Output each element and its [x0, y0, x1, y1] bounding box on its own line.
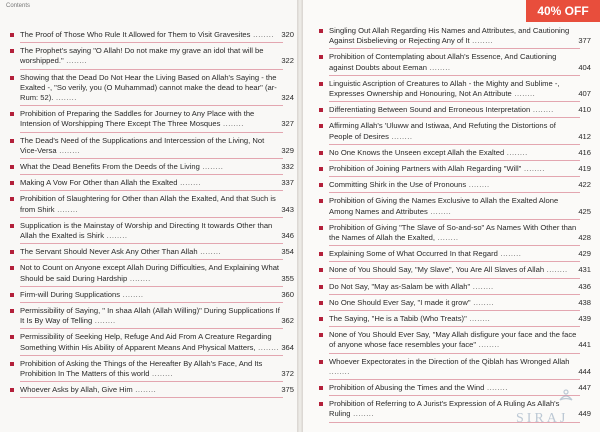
toc-entry [319, 297, 591, 308]
entry-divider [20, 174, 283, 175]
leader-dots: ........ [511, 89, 536, 99]
right-page [303, 0, 600, 432]
entry-page-number: 332 [281, 162, 294, 172]
entry-page-number: 343 [281, 204, 294, 214]
entry-title: Showing that the Dead Do Not Hear the Living Based on Allah's Saying - the Exalted -, "So verily, you (O Muhammad) cannot make the dead to hear" (ar-Rum: 52). [20, 72, 277, 103]
entry-title: The Prophet's saying "O Allah! Do not make my grave an idol that will be worshipped." [20, 46, 264, 66]
leader-dots: ........ [56, 145, 81, 155]
entry-divider [20, 69, 283, 70]
entry-page-number: 428 [578, 233, 591, 243]
bullet-square-icon [10, 165, 14, 169]
entry-title: Prohibition of Contemplating about Allah's Essence, And Cautioning against Doubts about Eeman [329, 52, 557, 72]
entry-page-number: 431 [578, 265, 591, 275]
left-page [0, 0, 297, 432]
toc-entry [10, 332, 294, 352]
toc-entry [319, 222, 591, 243]
entry-page-number: 355 [281, 273, 294, 283]
entry-divider [20, 302, 283, 303]
entry-page-number: 422 [578, 180, 591, 190]
siraj-watermark-logo [510, 386, 588, 426]
entry-title: Do Not Say, "May as-Salam be with Allah" [329, 281, 471, 291]
bullet-square-icon [10, 335, 14, 339]
toc-entry [10, 247, 294, 257]
entry-page-number: 354 [281, 247, 294, 257]
entry-title: The Dead's Need of the Supplications and Intercession of the Living, Not Vice-Versa [20, 135, 265, 155]
leader-dots: ........ [255, 342, 280, 352]
leader-dots: ........ [504, 147, 528, 157]
leader-dots: ........ [92, 316, 116, 326]
toc-entry [319, 121, 591, 141]
entry-title: Permissibility of Seeking Help, Refuge And Aid From A Creature Regarding Something Within His Ability of Apparent Means And Physical Matters, [20, 332, 272, 352]
leader-dots: ........ [470, 281, 494, 291]
entry-page-number: 412 [578, 131, 591, 141]
entry-page-number: 410 [578, 105, 591, 115]
leader-dots: ........ [530, 105, 554, 115]
entry-title: Supplication is the Mainstay of Worship and Directing It towards Other than Allah the Exalted is Shirk [20, 220, 273, 241]
entry-page-number: 449 [578, 409, 591, 419]
entry-divider [329, 379, 580, 380]
entry-page-number: 425 [578, 206, 591, 216]
bullet-square-icon [319, 226, 323, 230]
leader-dots: ........ [466, 314, 491, 324]
entry-title: Singling Out Allah Regarding His Names and Attributes, and Cautioning Against Disbelieving or Rejecting Any of It [329, 26, 570, 46]
bullet-square-icon [10, 250, 14, 254]
entry-title: None of You Should Ever Say, "May Allah disfigure your face and the face of anyone whose face resembles your face" [329, 330, 577, 350]
leader-dots: ........ [427, 206, 452, 216]
toc-entry [319, 356, 591, 377]
entry-title: Committing Shirk in the Use of Pronouns [329, 180, 467, 190]
svg-text:SIRAJ: SIRAJ [516, 411, 569, 426]
entry-title: No One Knows the Unseen except Allah the Exalted [329, 147, 505, 157]
bullet-square-icon [319, 285, 323, 289]
entry-divider [329, 160, 580, 161]
entry-divider [20, 328, 283, 329]
entry-divider [329, 326, 580, 327]
toc-entry [10, 135, 294, 156]
entry-title: The Servant Should Never Ask Any Other Than Allah [20, 247, 198, 257]
bullet-square-icon [319, 151, 323, 155]
toc-entry [319, 180, 591, 190]
bullet-square-icon [319, 108, 323, 112]
bullet-square-icon [319, 402, 323, 406]
toc-entry [319, 196, 591, 216]
entry-page-number: 404 [578, 62, 591, 72]
bullet-square-icon [319, 386, 323, 390]
toc-entry [319, 281, 591, 292]
toc-entry [319, 164, 591, 174]
entry-divider [20, 217, 283, 218]
entry-title: Prohibition of Preparing the Saddles for Journey to Any Place with the Intension of Worshipping There Except The Three Mosques [20, 109, 255, 129]
entry-title: Explaining Some of What Occurred In that Regard [329, 249, 498, 259]
left-contents-list [10, 30, 294, 401]
leader-dots: ........ [521, 164, 545, 174]
entry-divider [329, 310, 580, 311]
entry-page-number: 441 [578, 340, 591, 350]
entry-divider [329, 219, 580, 220]
bullet-square-icon [10, 139, 14, 143]
entry-divider [329, 48, 580, 49]
bullet-square-icon [10, 388, 14, 392]
entry-page-number: 364 [281, 342, 294, 352]
entry-page-number: 346 [281, 231, 294, 241]
bullet-square-icon [10, 266, 14, 270]
bullet-square-icon [319, 333, 323, 337]
bullet-square-icon [10, 362, 14, 366]
entry-title: Prohibition of Referring to A Jurist's Expression of A Ruling As Allah's Ruling [329, 399, 560, 419]
entry-page-number: 329 [281, 145, 294, 155]
entry-divider [329, 101, 580, 102]
toc-entry [10, 306, 294, 326]
right-contents-list [319, 26, 591, 426]
entry-divider [329, 144, 580, 145]
discount-badge: 40% OFF [526, 0, 600, 22]
toc-entry [10, 178, 294, 188]
bullet-square-icon [10, 309, 14, 313]
entry-title: Differentiating Between Sound and Erroneous Interpretation [329, 105, 531, 115]
leader-dots: ........ [127, 273, 151, 283]
entry-divider [20, 190, 283, 191]
entry-page-number: 429 [578, 249, 591, 259]
bullet-square-icon [319, 268, 323, 272]
bullet-square-icon [319, 167, 323, 171]
entry-divider [329, 278, 580, 279]
entry-title: Making A Vow For Other than Allah the Exalted [20, 178, 178, 188]
leader-dots: ........ [177, 178, 201, 188]
entry-title: Prohibition of Giving "The Slave of So-and-so" As Names With Other than the Names of Allah the Exalted, [329, 222, 577, 243]
leader-dots: ........ [466, 180, 490, 190]
entry-title: None of You Should Say, "My Slave", You Are All Slaves of Allah [329, 265, 545, 275]
leader-dots: ........ [544, 265, 568, 275]
entry-title: Prohibition of Joining Partners with Allah Regarding "Will" [329, 164, 522, 174]
leader-dots: ........ [120, 289, 144, 299]
bullet-square-icon [10, 33, 14, 37]
bullet-square-icon [319, 183, 323, 187]
toc-entry [319, 249, 591, 259]
toc-entry [10, 109, 294, 129]
toc-entry [319, 105, 591, 115]
leader-dots: ........ [250, 30, 274, 39]
entry-page-number: 416 [578, 147, 591, 157]
leader-dots: ........ [470, 297, 495, 307]
bullet-square-icon [10, 76, 14, 80]
entry-title: Whoever Expectorates in the Direction of the Qiblah has Wronged Allah [329, 356, 570, 366]
entry-page-number: 436 [578, 281, 591, 291]
leader-dots: ........ [104, 231, 128, 241]
toc-entry [10, 385, 294, 395]
running-head: Contents [6, 3, 31, 9]
entry-divider [20, 158, 283, 159]
leader-dots: ........ [350, 409, 375, 419]
entry-title: Permissibility of Saying, " In shaa Allah (Allah Willing)" During Supplications If It Is By Way of Telling [20, 306, 280, 326]
entry-title: Not to Count on Anyone except Allah During Difficulties, And Explaining What Should be said During Hardship [20, 263, 280, 283]
toc-entry [319, 26, 591, 46]
entry-title: Linguistic Ascription of Creatures to Allah - the Mighty and Sublime -, Expresses Ownership and Honouring, Not An Attribute [329, 78, 560, 99]
entry-title: Whoever Asks by Allah, Give Him [20, 385, 133, 395]
watermark-graphic [510, 386, 588, 426]
entry-title: Affirming Allah's 'Uluww and Istiwaa, And Refuting the Distortions of People of Desires [329, 121, 556, 141]
entry-divider [329, 176, 580, 177]
entry-page-number: 327 [281, 119, 294, 129]
leader-dots: ........ [199, 162, 224, 172]
leader-dots: ........ [329, 366, 350, 376]
bullet-square-icon [319, 252, 323, 256]
entry-divider [329, 353, 580, 354]
toc-entry [319, 330, 591, 350]
toc-entry [10, 46, 294, 66]
bullet-square-icon [10, 293, 14, 297]
entry-divider [329, 75, 580, 76]
bullet-square-icon [319, 55, 323, 59]
entry-page-number: 447 [578, 383, 591, 393]
entry-divider [20, 355, 283, 356]
leader-dots: ........ [469, 36, 494, 46]
entry-divider [20, 381, 283, 382]
entry-title: Prohibition of Asking the Things of the Hereafter By Allah's Face, And Its Prohibition In The Matters of this world [20, 358, 263, 379]
toc-entry [319, 314, 591, 324]
leader-dots: ........ [149, 369, 173, 379]
toc-entry [10, 194, 294, 214]
entry-page-number: 444 [578, 366, 591, 376]
entry-page-number: 375 [281, 385, 294, 395]
bullet-square-icon [10, 181, 14, 185]
entry-page-number: 438 [578, 297, 591, 307]
entry-page-number: 324 [281, 93, 294, 103]
leader-dots: ........ [497, 249, 522, 259]
entry-title: No One Should Ever Say, "I made it grow" [329, 297, 471, 307]
entry-title: What the Dead Benefits From the Deeds of the Living [20, 162, 200, 172]
entry-page-number: 320 [281, 30, 294, 39]
toc-entry [319, 78, 591, 99]
leader-dots: ........ [220, 119, 244, 129]
entry-divider [20, 286, 283, 287]
leader-dots: ........ [388, 131, 413, 141]
bullet-square-icon [319, 360, 323, 364]
leader-dots: ........ [476, 340, 500, 350]
toc-entry [10, 358, 294, 379]
bullet-square-icon [319, 317, 323, 321]
entry-page-number: 372 [281, 369, 294, 379]
entry-page-number: 419 [578, 164, 591, 174]
entry-page-number: 360 [281, 289, 294, 299]
bullet-square-icon [10, 112, 14, 116]
entry-page-number: 362 [281, 316, 294, 326]
entry-divider [20, 42, 283, 43]
bullet-square-icon [319, 29, 323, 33]
toc-entry [10, 289, 294, 300]
toc-entry [10, 220, 294, 241]
entry-title: Prohibition of Abusing the Times and the Wind [329, 383, 485, 393]
entry-divider [329, 117, 580, 118]
entry-divider [329, 245, 580, 246]
entry-divider [20, 105, 283, 106]
bullet-square-icon [319, 199, 323, 203]
leader-dots: ........ [434, 233, 459, 243]
leader-dots: ........ [63, 56, 88, 66]
entry-divider [20, 397, 283, 398]
entry-title: The Proof of Those Who Rule It Allowed for Them to Visit Gravesites [20, 30, 251, 39]
bullet-square-icon [319, 301, 323, 305]
leader-dots: ........ [197, 247, 222, 257]
entry-divider [329, 261, 580, 262]
bullet-square-icon [319, 124, 323, 128]
toc-entry [10, 72, 294, 104]
leader-dots: ........ [53, 93, 77, 103]
toc-entry [10, 162, 294, 172]
toc-entry [319, 265, 591, 275]
leader-dots: ........ [426, 62, 451, 72]
entry-title: Prohibition of Giving the Names Exclusive to Allah the Exalted Alone Among Names and Attributes [329, 196, 559, 216]
entry-divider [20, 259, 283, 260]
entry-page-number: 337 [281, 178, 294, 188]
entry-divider [329, 192, 580, 193]
leader-dots: ........ [54, 204, 79, 214]
bullet-square-icon [10, 49, 14, 53]
bullet-square-icon [319, 82, 323, 86]
entry-divider [329, 294, 580, 295]
toc-entry [319, 147, 591, 158]
entry-divider [20, 132, 283, 133]
bullet-square-icon [10, 224, 14, 228]
toc-entry [10, 30, 294, 40]
entry-page-number: 439 [578, 314, 591, 324]
entry-title: Firm-will During Supplications [20, 289, 121, 299]
entry-title: The Saying, "He is a Tabib (Who Treats)" [329, 314, 467, 324]
entry-page-number: 377 [578, 36, 591, 46]
toc-entry [319, 52, 591, 72]
bullet-square-icon [10, 197, 14, 201]
leader-dots: ........ [484, 383, 508, 393]
leader-dots: ........ [132, 385, 157, 395]
entry-title: Prohibition of Slaughtering for Other than Allah the Exalted, And that Such is from Shirk [20, 194, 276, 214]
entry-page-number: 407 [578, 89, 591, 99]
entry-divider [20, 243, 283, 244]
toc-entry [10, 263, 294, 283]
entry-page-number: 322 [281, 56, 294, 66]
